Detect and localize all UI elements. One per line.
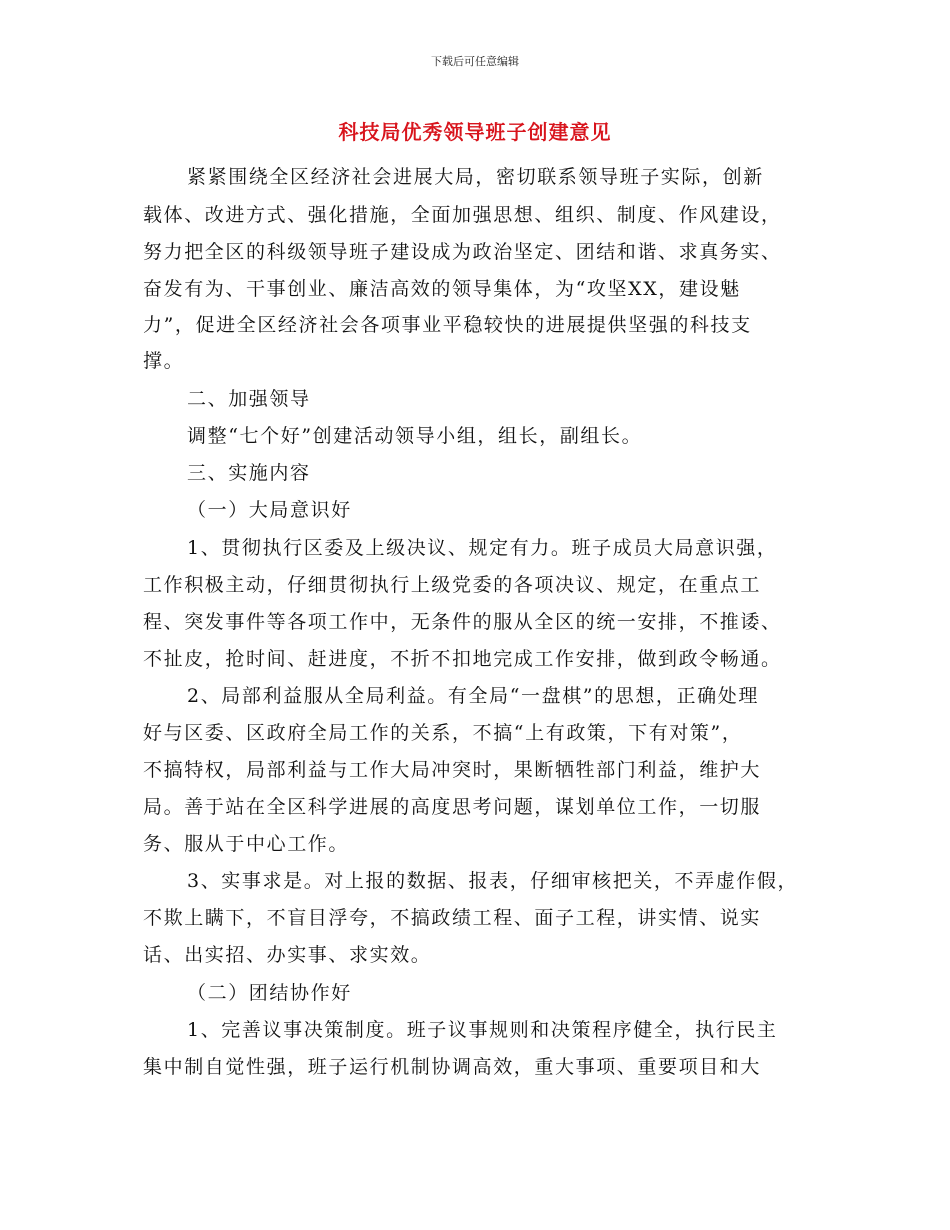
paragraph-line: 3、实事求是。对上报的数据、报表，仔细审核把关，不弄虚作假，: [187, 870, 799, 892]
paragraph-line: 载体、改进方式、强化措施，全面加强思想、组织、制度、作风建设，: [143, 204, 782, 226]
paragraph-line: 1、完善议事决策制度。班子议事规则和决策程序健全，执行民主: [187, 1019, 778, 1041]
paragraph-line: 调整“七个好”创建活动领导小组，组长，副组长。: [187, 425, 643, 447]
paragraph-line: 不欺上瞒下，不盲目浮夸，不搞政绩工程、面子工程，讲实情、说实: [143, 907, 762, 929]
paragraph-line: 局。善于站在全区科学进展的高度思考问题，谋划单位工作，一切服: [143, 796, 762, 818]
paragraph-line: 工作积极主动，仔细贯彻执行上级党委的各项决议、规定，在重点工: [143, 574, 762, 596]
paragraph-line: 集中制自觉性强，班子运行机制协调高效，重大事项、重要项目和大: [143, 1056, 762, 1078]
header-note: 下载后可任意编辑: [431, 55, 519, 68]
section-heading: 二、加强领导: [187, 388, 311, 410]
paragraph-line: 1、贯彻执行区委及上级决议、规定有力。班子成员大局意识强，: [187, 537, 778, 559]
paragraph-line: 奋发有为、干事创业、廉洁高效的领导集体，为“攻坚XX，建设魅: [143, 278, 741, 300]
paragraph-line: 话、出实招、办实事、求实效。: [143, 944, 432, 966]
subsection-heading: （一）大局意识好: [187, 499, 352, 521]
paragraph-line: 努力把全区的科级领导班子建设成为政治坚定、团结和谐、求真务实、: [143, 241, 782, 263]
paragraph-line: 撑。: [143, 350, 185, 372]
paragraph-line: 程、突发事件等各项工作中，无条件的服从全区的统一安排，不推诿、: [143, 611, 782, 633]
paragraph-line: 不扯皮，抢时间、赶进度，不折不扣地完成工作安排，做到政令畅通。: [143, 648, 782, 670]
paragraph-line: 好与区委、区政府全局工作的关系，不搞“上有政策，下有对策”，: [143, 722, 743, 744]
paragraph-line: 不搞特权，局部利益与工作大局冲突时，果断牺牲部门利益，维护大: [143, 759, 762, 781]
subsection-heading: （二）团结协作好: [187, 982, 352, 1004]
paragraph-line: 2、局部利益服从全局利益。有全局“一盘棋”的思想，正确处理: [187, 685, 759, 707]
section-heading: 三、实施内容: [187, 462, 311, 484]
paragraph-line: 务、服从于中心工作。: [143, 833, 350, 855]
document-title: 科技局优秀领导班子创建意见: [338, 120, 612, 144]
paragraph-line: 力”，促进全区经济社会各项事业平稳较快的进展提供坚强的科技支: [143, 314, 752, 336]
paragraph-line: 紧紧围绕全区经济社会进展大局，密切联系领导班子实际，创新: [187, 166, 764, 188]
